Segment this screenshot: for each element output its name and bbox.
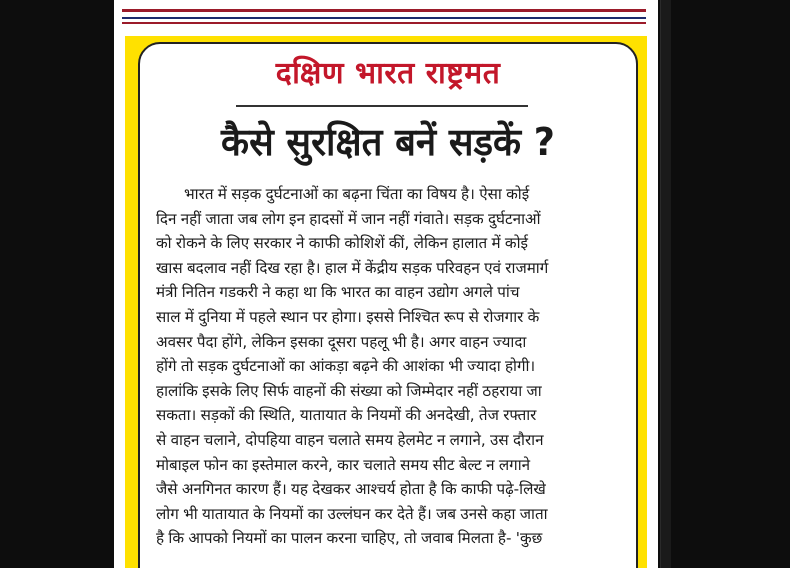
article-line: है कि आपको नियमों का पालन करना चाहिए, तो जवाब मिलता है- 'कुछ: [156, 529, 543, 548]
article-line: जैसे अनगिनत कारण हैं। यह देखकर आश्चर्य होता है कि काफी पढ़े-लिखे: [156, 480, 546, 499]
article-headline: कैसे सुरक्षित बनें सड़कें ?: [221, 120, 555, 164]
top-rule-red: [122, 9, 646, 12]
masthead-divider: [236, 105, 528, 107]
article-line: हालांकि इसके लिए सिर्फ वाहनों की संख्या को जिम्मेदार नहीं ठहराया जा: [156, 381, 542, 400]
top-rule-red-lower: [122, 22, 646, 24]
article-line: को रोकने के लिए सरकार ने काफी कोशिशें कीं, लेकिन हालात में कोई: [156, 234, 528, 253]
viewer-scrollbar[interactable]: [660, 0, 671, 568]
masthead-title: दक्षिण भारत राष्ट्रमत: [275, 56, 501, 91]
top-rule-blue: [122, 17, 646, 19]
article-line: मंत्री नितिन गडकरी ने कहा था कि भारत का वाहन उद्योग अगले पांच: [156, 283, 520, 302]
article-body: [156, 182, 636, 551]
article-line: साल में दुनिया में पहले स्थान पर होगा। इससे निश्चित रूप से रोजगार के: [156, 307, 540, 326]
article-line: होंगे तो सड़क दुर्घटनाओं का आंकड़ा बढ़ने की आशंका भी ज्यादा होगी।: [156, 357, 536, 376]
article-line: लोग भी यातायात के नियमों का उल्लंघन कर देते हैं। जब उनसे कहा जाता: [156, 504, 548, 523]
article-line: सकता। सड़कों की स्थिति, यातायात के नियमों की अनदेखी, तेज रफ्तार: [156, 406, 537, 425]
article-line: से वाहन चलाने, दोपहिया वाहन चलाते समय हेलमेट न लगाने, उस दौरान: [156, 430, 544, 449]
article-line: अवसर पैदा होंगे, लेकिन इसका दूसरा पहलू भी है। अगर वाहन ज्यादा: [156, 332, 527, 351]
article-line: भारत में सड़क दुर्घटनाओं का बढ़ना चिंता का विषय है। ऐसा कोई: [184, 185, 530, 203]
newspaper-page: [114, 0, 658, 568]
article-line: दिन नहीं जाता जब लोग इन हादसों में जान नहीं गंवाते। सड़क दुर्घटनाओं: [156, 209, 541, 228]
article-line: खास बदलाव नहीं दिख रहा है। हाल में केंद्रीय सड़क परिवहन एवं राजमार्ग: [156, 258, 549, 277]
article-line: मोबाइल फोन का इस्तेमाल करने, कार चलाते समय सीट बेल्ट न लगाने: [156, 455, 531, 474]
